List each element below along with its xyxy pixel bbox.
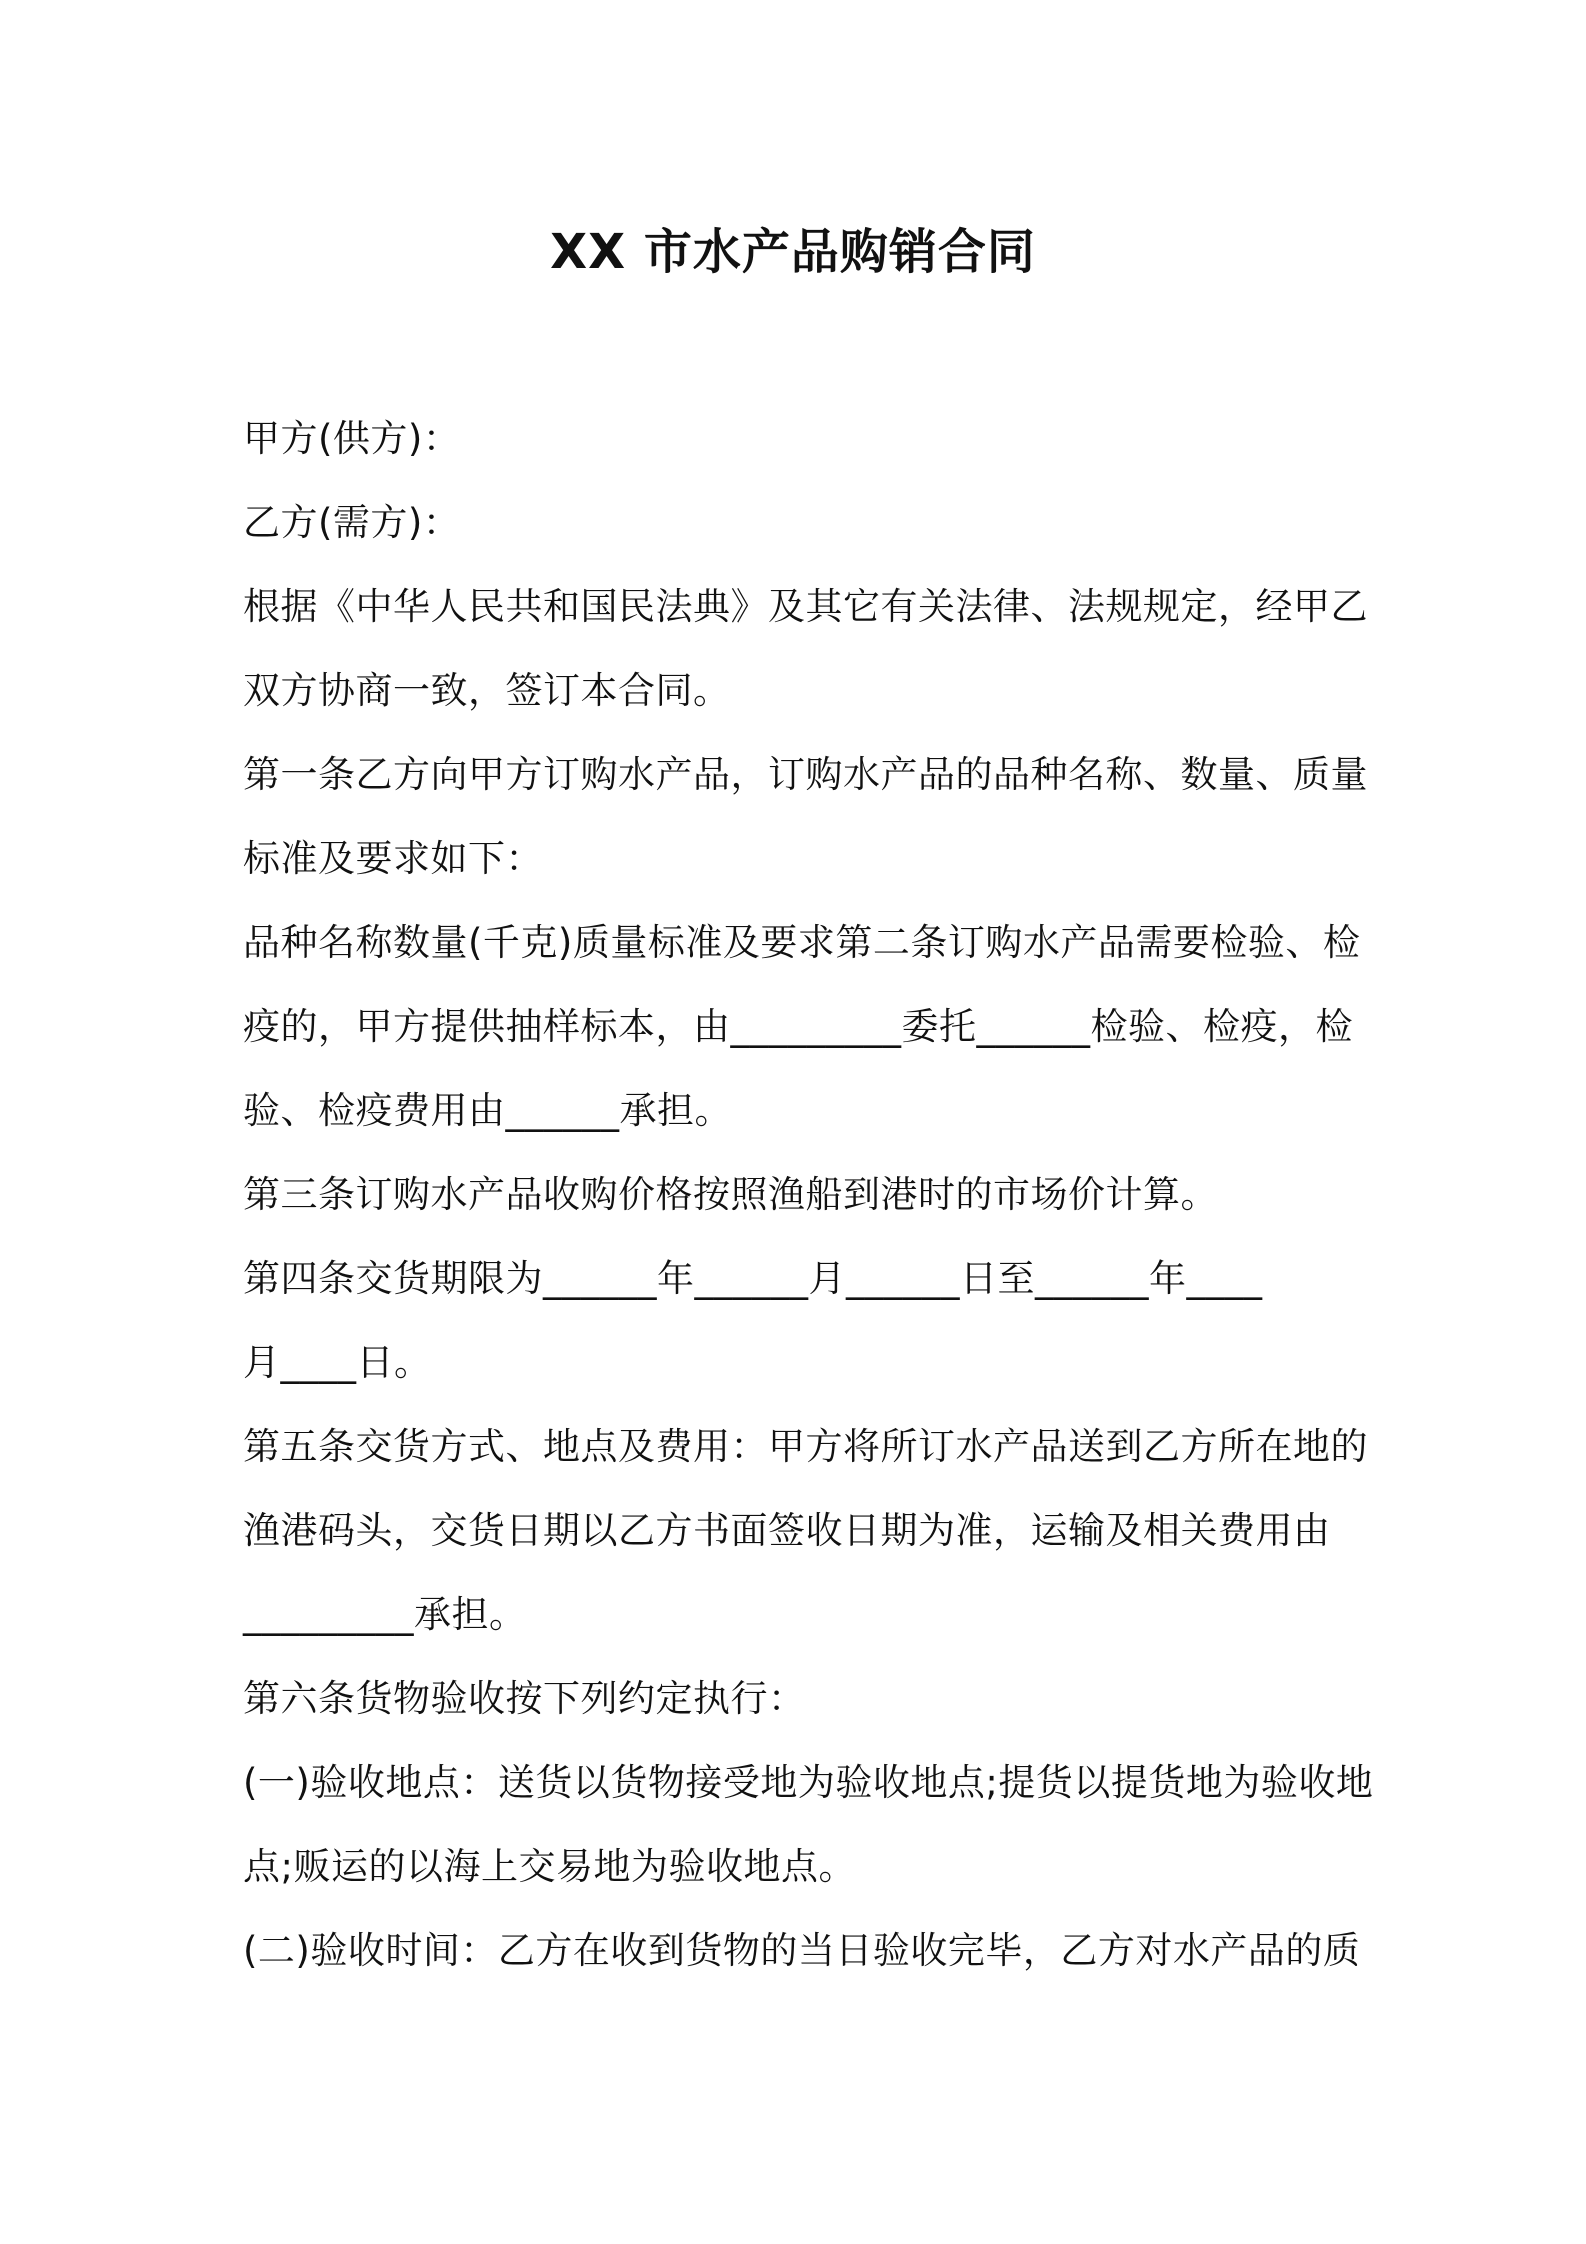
article-5-line: 渔港码头，交货日期以乙方书面签收日期为准，运输及相关费用由: [243, 1509, 1331, 1552]
article-6-item-1-line: (一)验收地点：送货以货物接受地为验收地点;提货以提货地为验收地: [243, 1761, 1374, 1804]
document-body: [243, 411, 1374, 2007]
article-3-line: 第三条订购水产品收购价格按照渔船到港时的市场价计算。: [243, 1173, 1218, 1216]
party-b-line: 乙方(需方)：: [243, 501, 461, 544]
article-4-line: 第四条交货期限为______年______月______日至______年____: [243, 1257, 1263, 1300]
article-1-line: 标准及要求如下：: [243, 837, 543, 880]
article-5-line: 第五条交货方式、地点及费用：甲方将所订水产品送到乙方所在地的: [243, 1425, 1368, 1468]
article-6-item-2-line: (二)验收时间：乙方在收到货物的当日验收完毕，乙方对水产品的质: [243, 1929, 1361, 1972]
preamble-line: 双方协商一致，签订本合同。: [243, 669, 731, 712]
preamble-line: 根据《中华人民共和国民法典》及其它有关法律、法规规定，经甲乙: [243, 585, 1368, 628]
article-6-line: 第六条货物验收按下列约定执行：: [243, 1677, 806, 1720]
article-4-line: 月____日。: [243, 1341, 432, 1384]
article-5-line: _________承担。: [243, 1593, 527, 1636]
party-a-line: 甲方(供方)：: [243, 417, 461, 460]
article-6-item-1-line: 点;贩运的以海上交易地为验收地点。: [243, 1845, 856, 1888]
article-2-line: 疫的，甲方提供抽样标本，由_________委托______检验、检疫，检: [243, 1005, 1353, 1048]
article-2-line: 验、检疫费用由______承担。: [243, 1089, 732, 1132]
article-1-line: 第一条乙方向甲方订购水产品，订购水产品的品种名称、数量、质量: [243, 753, 1368, 796]
document-title: XX 市水产品购销合同: [550, 224, 1036, 280]
article-2-line: 品种名称数量(千克)质量标准及要求第二条订购水产品需要检验、检: [243, 921, 1361, 964]
